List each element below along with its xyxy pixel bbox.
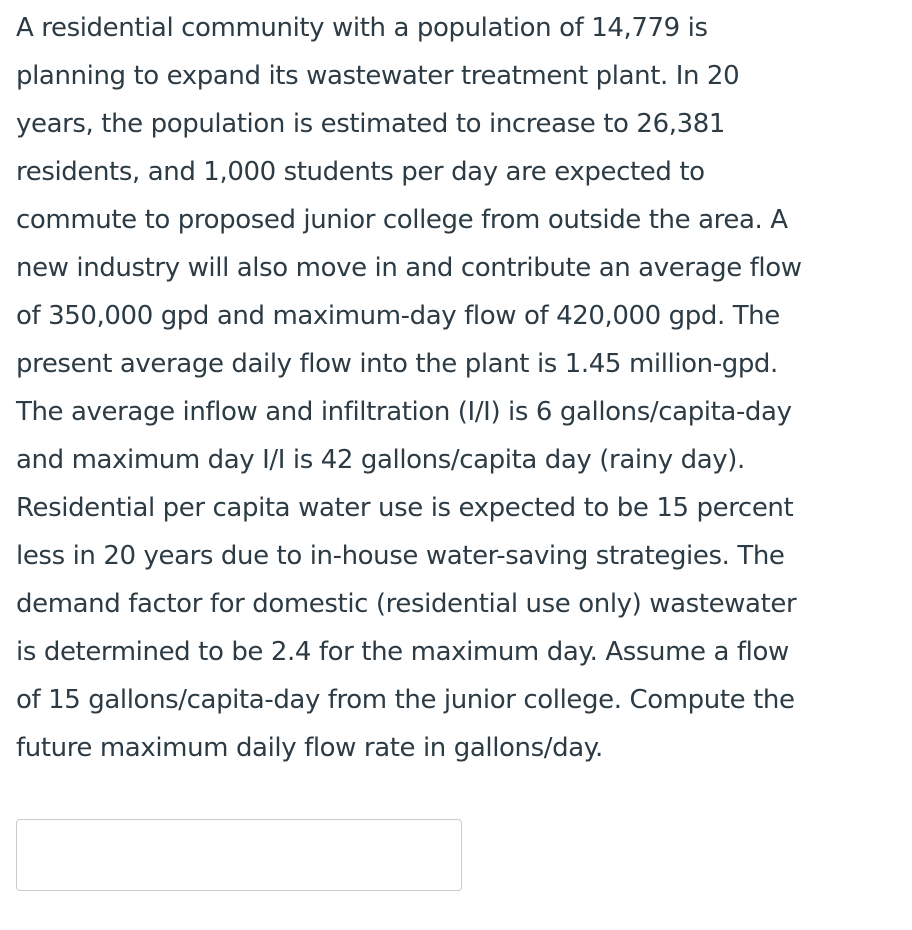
- question-line: less in 20 years due to in-house water-saving strategies. The: [16, 541, 785, 571]
- question-line: new industry will also move in and contribute an average flow: [16, 253, 802, 283]
- answer-input[interactable]: [16, 819, 462, 891]
- question-line: A residential community with a population of 14,779 is: [16, 13, 708, 43]
- question-line: and maximum day I/I is 42 gallons/capita day (rainy day).: [16, 445, 745, 475]
- question-line: residents, and 1,000 students per day are expected to: [16, 157, 705, 187]
- question-line: planning to expand its wastewater treatment plant. In 20: [16, 61, 740, 91]
- question-line: future maximum daily flow rate in gallons/day.: [16, 733, 603, 763]
- question-line: commute to proposed junior college from outside the area. A: [16, 205, 788, 235]
- question-line: of 350,000 gpd and maximum-day flow of 420,000 gpd. The: [16, 301, 780, 331]
- question-line: of 15 gallons/capita-day from the junior college. Compute the: [16, 685, 795, 715]
- question-line: Residential per capita water use is expected to be 15 percent: [16, 493, 794, 523]
- question-line: years, the population is estimated to increase to 26,381: [16, 109, 726, 139]
- question-line: present average daily flow into the plant is 1.45 million-gpd.: [16, 349, 778, 379]
- question-line: is determined to be 2.4 for the maximum day. Assume a flow: [16, 637, 789, 667]
- question-line: The average inflow and infiltration (I/I) is 6 gallons/capita-day: [16, 397, 792, 427]
- question-text: [16, 4, 896, 772]
- question-line: demand factor for domestic (residential use only) wastewater: [16, 589, 797, 619]
